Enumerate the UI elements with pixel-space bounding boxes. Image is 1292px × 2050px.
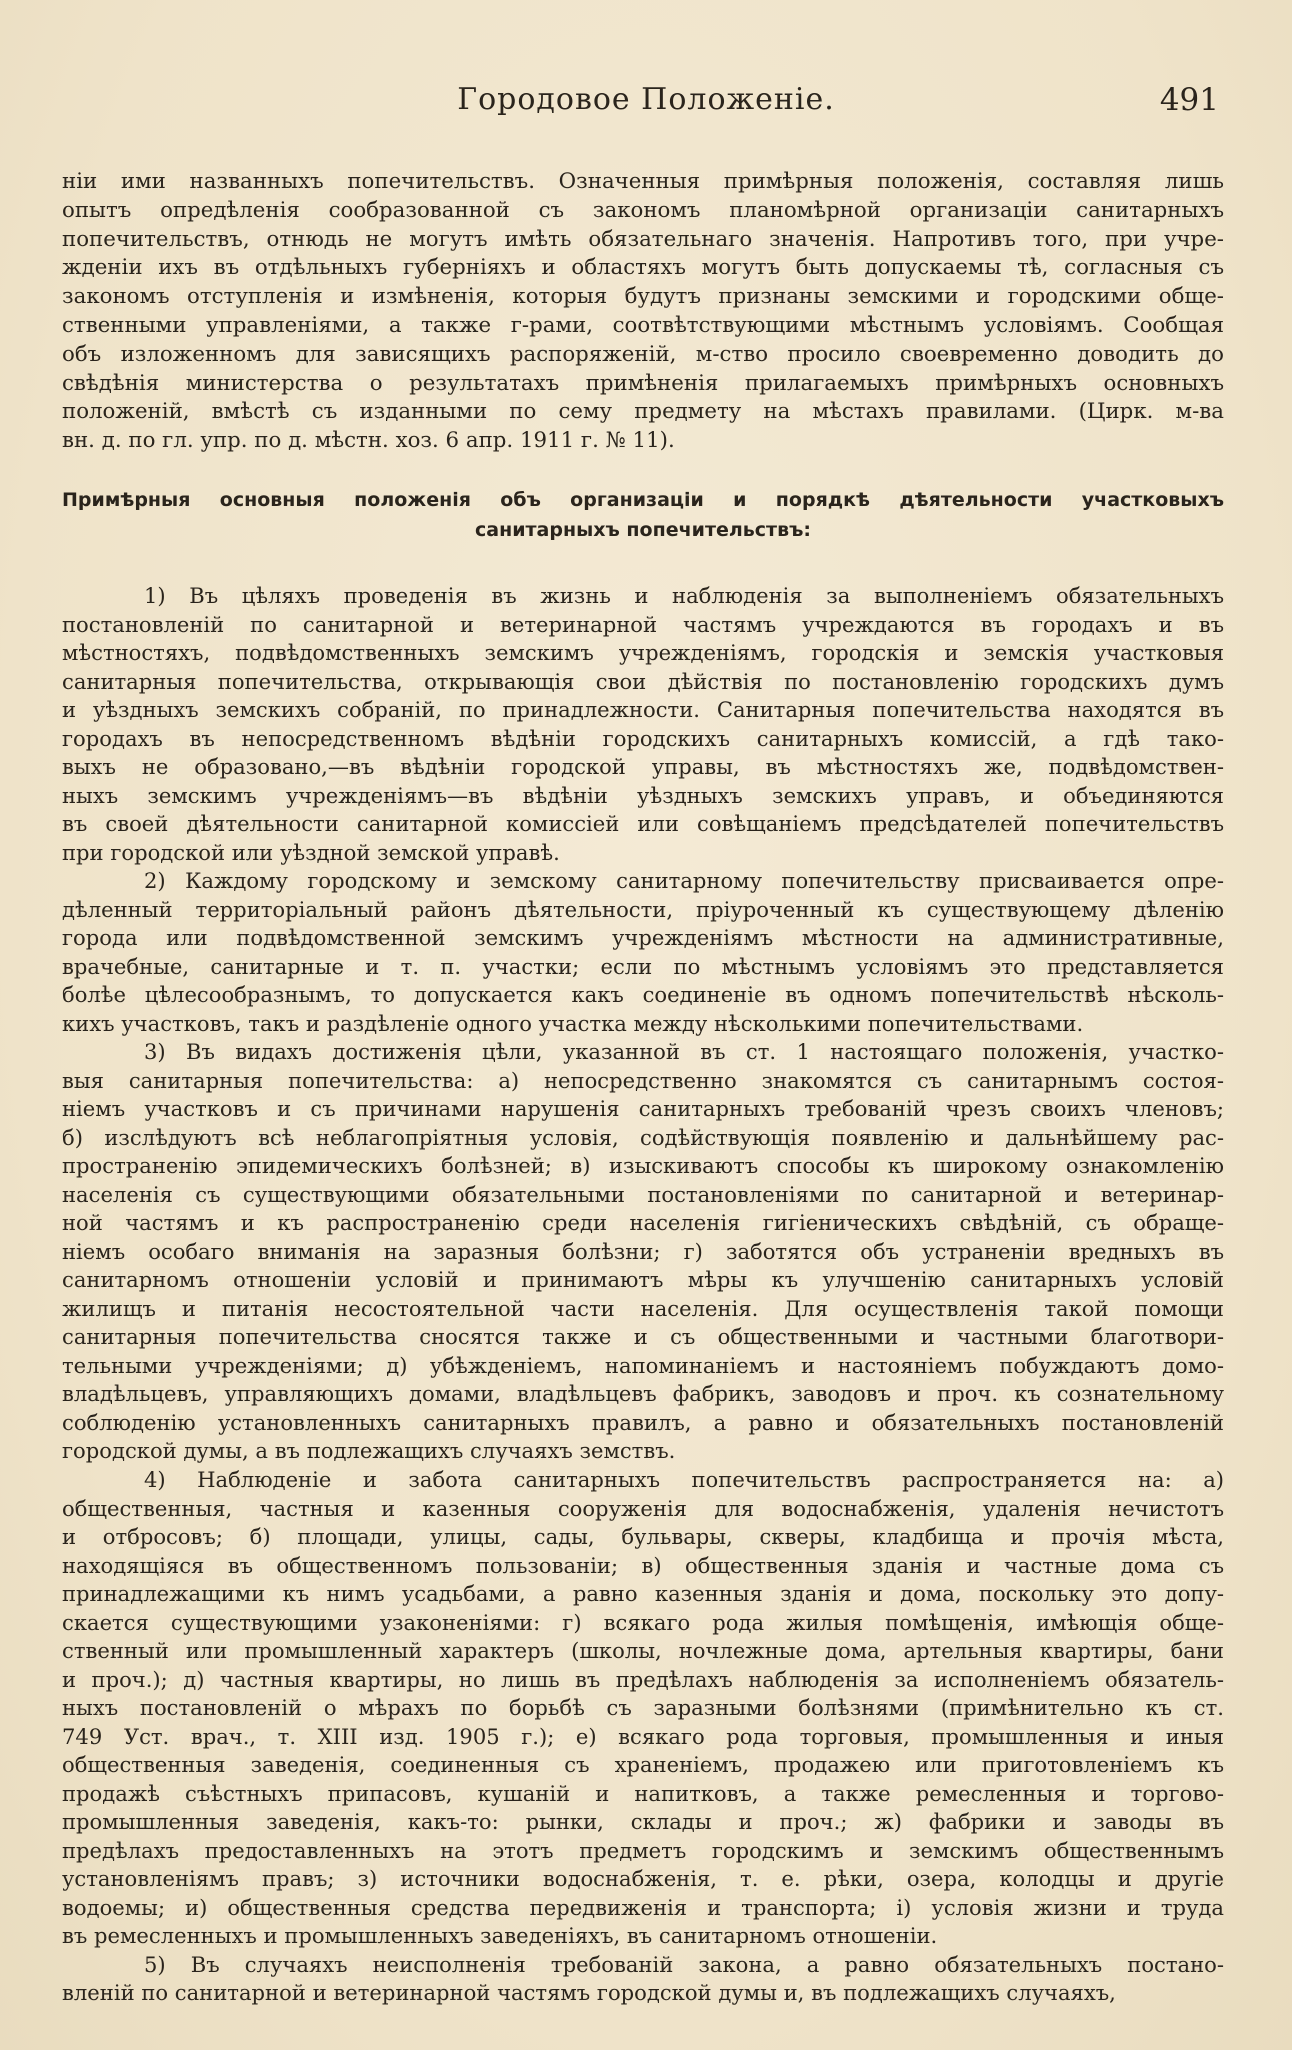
text-line: жденіи ихъ въ отдѣльныхъ губерніяхъ и областяхъ могутъ быть допускаемы тѣ, согласныя съ: [62, 255, 1224, 281]
section-title-line: санитарныхъ попечительствъ:: [475, 519, 811, 541]
text-line: постановленій по санитарной и ветеринарной частямъ учреждаются въ городахъ и въ: [62, 611, 1224, 637]
text-line: ной частямъ и къ распространенію среди населенія гигіеническихъ свѣдѣній, съ обраще-: [62, 1210, 1224, 1236]
text-line: ніемъ участковъ и съ причинами нарушенія санитарныхъ требованій чрезъ своихъ членовъ;: [62, 1096, 1224, 1122]
text-line: и отбросовъ; б) площади, улицы, сады, бульвары, скверы, кладбища и прочія мѣста,: [62, 1524, 1224, 1550]
text-line: владѣльцевъ, управляющихъ домами, владѣльцевъ фабрикъ, заводовъ и проч. къ сознательному: [62, 1381, 1224, 1407]
text-line: общественныя заведенія, соединенныя съ храненіемъ, продажею или приготовленіемъ къ: [62, 1752, 1224, 1778]
page-number: 491: [1159, 82, 1219, 118]
text-line: объ изложенномъ для зависящихъ распоряженій, м-ство просило своевременно доводить до: [62, 341, 1224, 367]
text-line: попечительствъ, отнюдь не могутъ имѣть обязательнаго значенія. Напротивъ того, при учре-: [62, 226, 1224, 252]
page-header: [0, 82, 1292, 132]
text-line: выя санитарныя попечительства: а) непосредственно знакомятся съ санитарнымъ состоя-: [62, 1067, 1224, 1093]
text-line: продажѣ съѣстныхъ припасовъ, кушаній и напитковъ, а также ремесленныя и торгово-: [62, 1780, 1224, 1806]
text-line: б) изслѣдуютъ всѣ неблагопріятныя условія, содѣйствующія появленію и дальнѣйшему рас-: [62, 1124, 1224, 1150]
text-line: болѣе цѣлесообразнымъ, то допускается какъ соединеніе въ одномъ попечительствѣ нѣсколь-: [62, 982, 1224, 1008]
text-line: города или подвѣдомственной земскимъ учрежденіямъ мѣстности на административные,: [62, 925, 1224, 951]
text-line: санитарномъ отношеніи условій и принимаютъ мѣры къ улучшенію санитарныхъ условій: [62, 1267, 1224, 1293]
text-line: соблюденію установленныхъ санитарныхъ правилъ, а равно и обязательныхъ постановленій: [62, 1409, 1224, 1435]
text-line: выхъ не образовано,—въ вѣдѣніи городской управы, въ мѣстностяхъ же, подвѣдомствен-: [62, 754, 1224, 780]
text-line: жилищъ и питанія несостоятельной части населенія. Для осуществленія такой помощи: [62, 1295, 1224, 1321]
text-line: мѣстностяхъ, подвѣдомственныхъ земскимъ учрежденіямъ, городскія и земскія участковыя: [62, 640, 1224, 666]
main-text: [62, 582, 1224, 2008]
text-line: водоемы; и) общественныя средства передвиженія и транспорта; і) условія жизни и труда: [62, 1894, 1224, 1920]
text-line: ніемъ особаго вниманія на заразныя болѣзни; г) заботятся объ устраненіи вредныхъ въ: [62, 1238, 1224, 1264]
text-line: врачебные, санитарные и т. п. участки; если по мѣстнымъ условіямъ это представляется: [62, 953, 1224, 979]
text-line: ныхъ земскимъ учрежденіямъ—въ вѣдѣніи уѣздныхъ земскихъ управъ, и объединяются: [62, 782, 1224, 808]
text-line: ственными управленіями, а также г-рами, соотвѣтствующими мѣстнымъ условіямъ. Сообщая: [62, 312, 1224, 338]
text-line: скается существующими узаконеніями: г) всякаго рода жилыя помѣщенія, имѣющія обще-: [62, 1609, 1224, 1635]
text-line: принадлежащими къ нимъ усадьбами, а равно казенныя зданія и дома, поскольку это допу-: [62, 1581, 1224, 1607]
text-line: 4) Наблюденіе и забота санитарныхъ попечительствъ распространяется на: а): [144, 1466, 1224, 1492]
text-line: вленій по санитарной и ветеринарной частямъ городской думы и, въ подлежащихъ случаяхъ,: [62, 1980, 1116, 2006]
text-line: ніи ими названныхъ попечительствъ. Означенныя примѣрныя положенія, составляя лишь: [62, 169, 1224, 194]
text-line: ныхъ постановленій о мѣрахъ по борьбѣ съ заразными болѣзнями (примѣнительно къ ст.: [62, 1695, 1224, 1721]
text-line: находящіяся въ общественномъ пользованіи; в) общественныя зданія и частные дома съ: [62, 1552, 1224, 1578]
text-line: опытъ опредѣленія сообразованной съ закономъ планомѣрной организаціи санитарныхъ: [62, 197, 1224, 223]
text-line: промышленныя заведенія, какъ-то: рынки, склады и проч.; ж) фабрики и заводы въ: [62, 1809, 1224, 1835]
text-line: положеній, вмѣстѣ съ изданными по сему предмету на мѣстахъ правилами. (Цирк. м-ва: [62, 399, 1224, 425]
section-title-line: Примѣрныя основныя положенія объ организаціи и порядкѣ дѣятельности участковыхъ: [62, 489, 1224, 511]
text-line: при городской или уѣздной земской управѣ.: [62, 839, 560, 865]
text-line: пространенію эпидемическихъ болѣзней; в) изыскиваютъ способы къ широкому ознакомленію: [62, 1153, 1224, 1179]
text-line: и уѣздныхъ земскихъ собраній, по принадлежности. Санитарныя попечительства находятся въ: [62, 697, 1224, 723]
text-line: городской думы, а въ подлежащихъ случаяхъ земствъ.: [62, 1438, 676, 1464]
text-line: ственный или промышленный характеръ (школы, ночлежные дома, артельныя квартиры, бани: [62, 1638, 1224, 1664]
text-line: установленіямъ правъ; з) источники водоснабженія, т. е. рѣки, озера, колодцы и другіе: [62, 1866, 1224, 1892]
text-line: дѣленный территоріальный районъ дѣятельности, пріуроченный къ существующему дѣленію: [62, 896, 1224, 922]
text-line: населенія съ существующими обязательными постановленіями по санитарной и ветеринар-: [62, 1181, 1224, 1207]
text-line: закономъ отступленія и измѣненія, которыя будутъ признаны земскими и городскими обще-: [62, 284, 1224, 310]
text-line: 5) Въ случаяхъ неисполненія требованій закона, а равно обязательныхъ постано-: [144, 1951, 1224, 1977]
text-line: свѣдѣнія министерства о результатахъ примѣненія прилагаемыхъ примѣрныхъ основныхъ: [62, 370, 1224, 396]
text-line: 2) Каждому городскому и земскому санитарному попечительству присваивается опре-: [144, 868, 1224, 894]
text-line: кихъ участковъ, такъ и раздѣленіе одного участка между нѣсколькими попечительствами.: [62, 1010, 1084, 1036]
text-line: въ своей дѣятельности санитарной комиссіей или совѣщаніемъ предсѣдателей попечительствъ: [62, 811, 1224, 837]
running-title: Городовое Положеніе.: [457, 82, 835, 117]
text-line: предѣлахъ предоставленныхъ на этотъ предметъ городскимъ и земскимъ общественнымъ: [62, 1837, 1224, 1863]
text-line: вн. д. по гл. упр. по д. мѣстн. хоз. 6 апр. 1911 г. № 11).: [62, 428, 675, 454]
text-line: и проч.); д) частныя квартиры, но лишь въ предѣлахъ наблюденія за исполненіемъ обязатель-: [62, 1666, 1224, 1692]
text-line: въ ремесленныхъ и промышленныхъ заведеніяхъ, въ санитарномъ отношеніи.: [62, 1923, 938, 1949]
text-line: городахъ въ непосредственномъ вѣдѣніи городскихъ санитарныхъ комиссій, а гдѣ тако-: [62, 725, 1224, 751]
text-line: общественныя, частныя и казенныя сооруженія для водоснабженія, удаленія нечистотъ: [62, 1495, 1224, 1521]
text-line: 1) Въ цѣляхъ проведенія въ жизнь и наблюденія за выполненіемъ обязательныхъ: [144, 583, 1224, 608]
intro-paragraph: [62, 168, 1224, 456]
text-line: санитарныя попечительства сносятся также и съ общественными и частными благотвори-: [62, 1324, 1224, 1350]
text-line: санитарныя попечительства, открывающія свои дѣйствія по постановленію городскихъ думъ: [62, 668, 1224, 694]
text-line: тельными учрежденіями; д) убѣжденіемъ, напоминаніемъ и настояніемъ побуждаютъ домо-: [62, 1352, 1224, 1378]
section-title: [62, 485, 1224, 545]
text-line: 749 Уст. врач., т. XIII изд. 1905 г.); е) всякаго рода торговыя, промышленныя и иныя: [62, 1723, 1224, 1749]
text-line: 3) Въ видахъ достиженія цѣли, указанной въ ст. 1 настоящаго положенія, участко-: [144, 1039, 1224, 1065]
